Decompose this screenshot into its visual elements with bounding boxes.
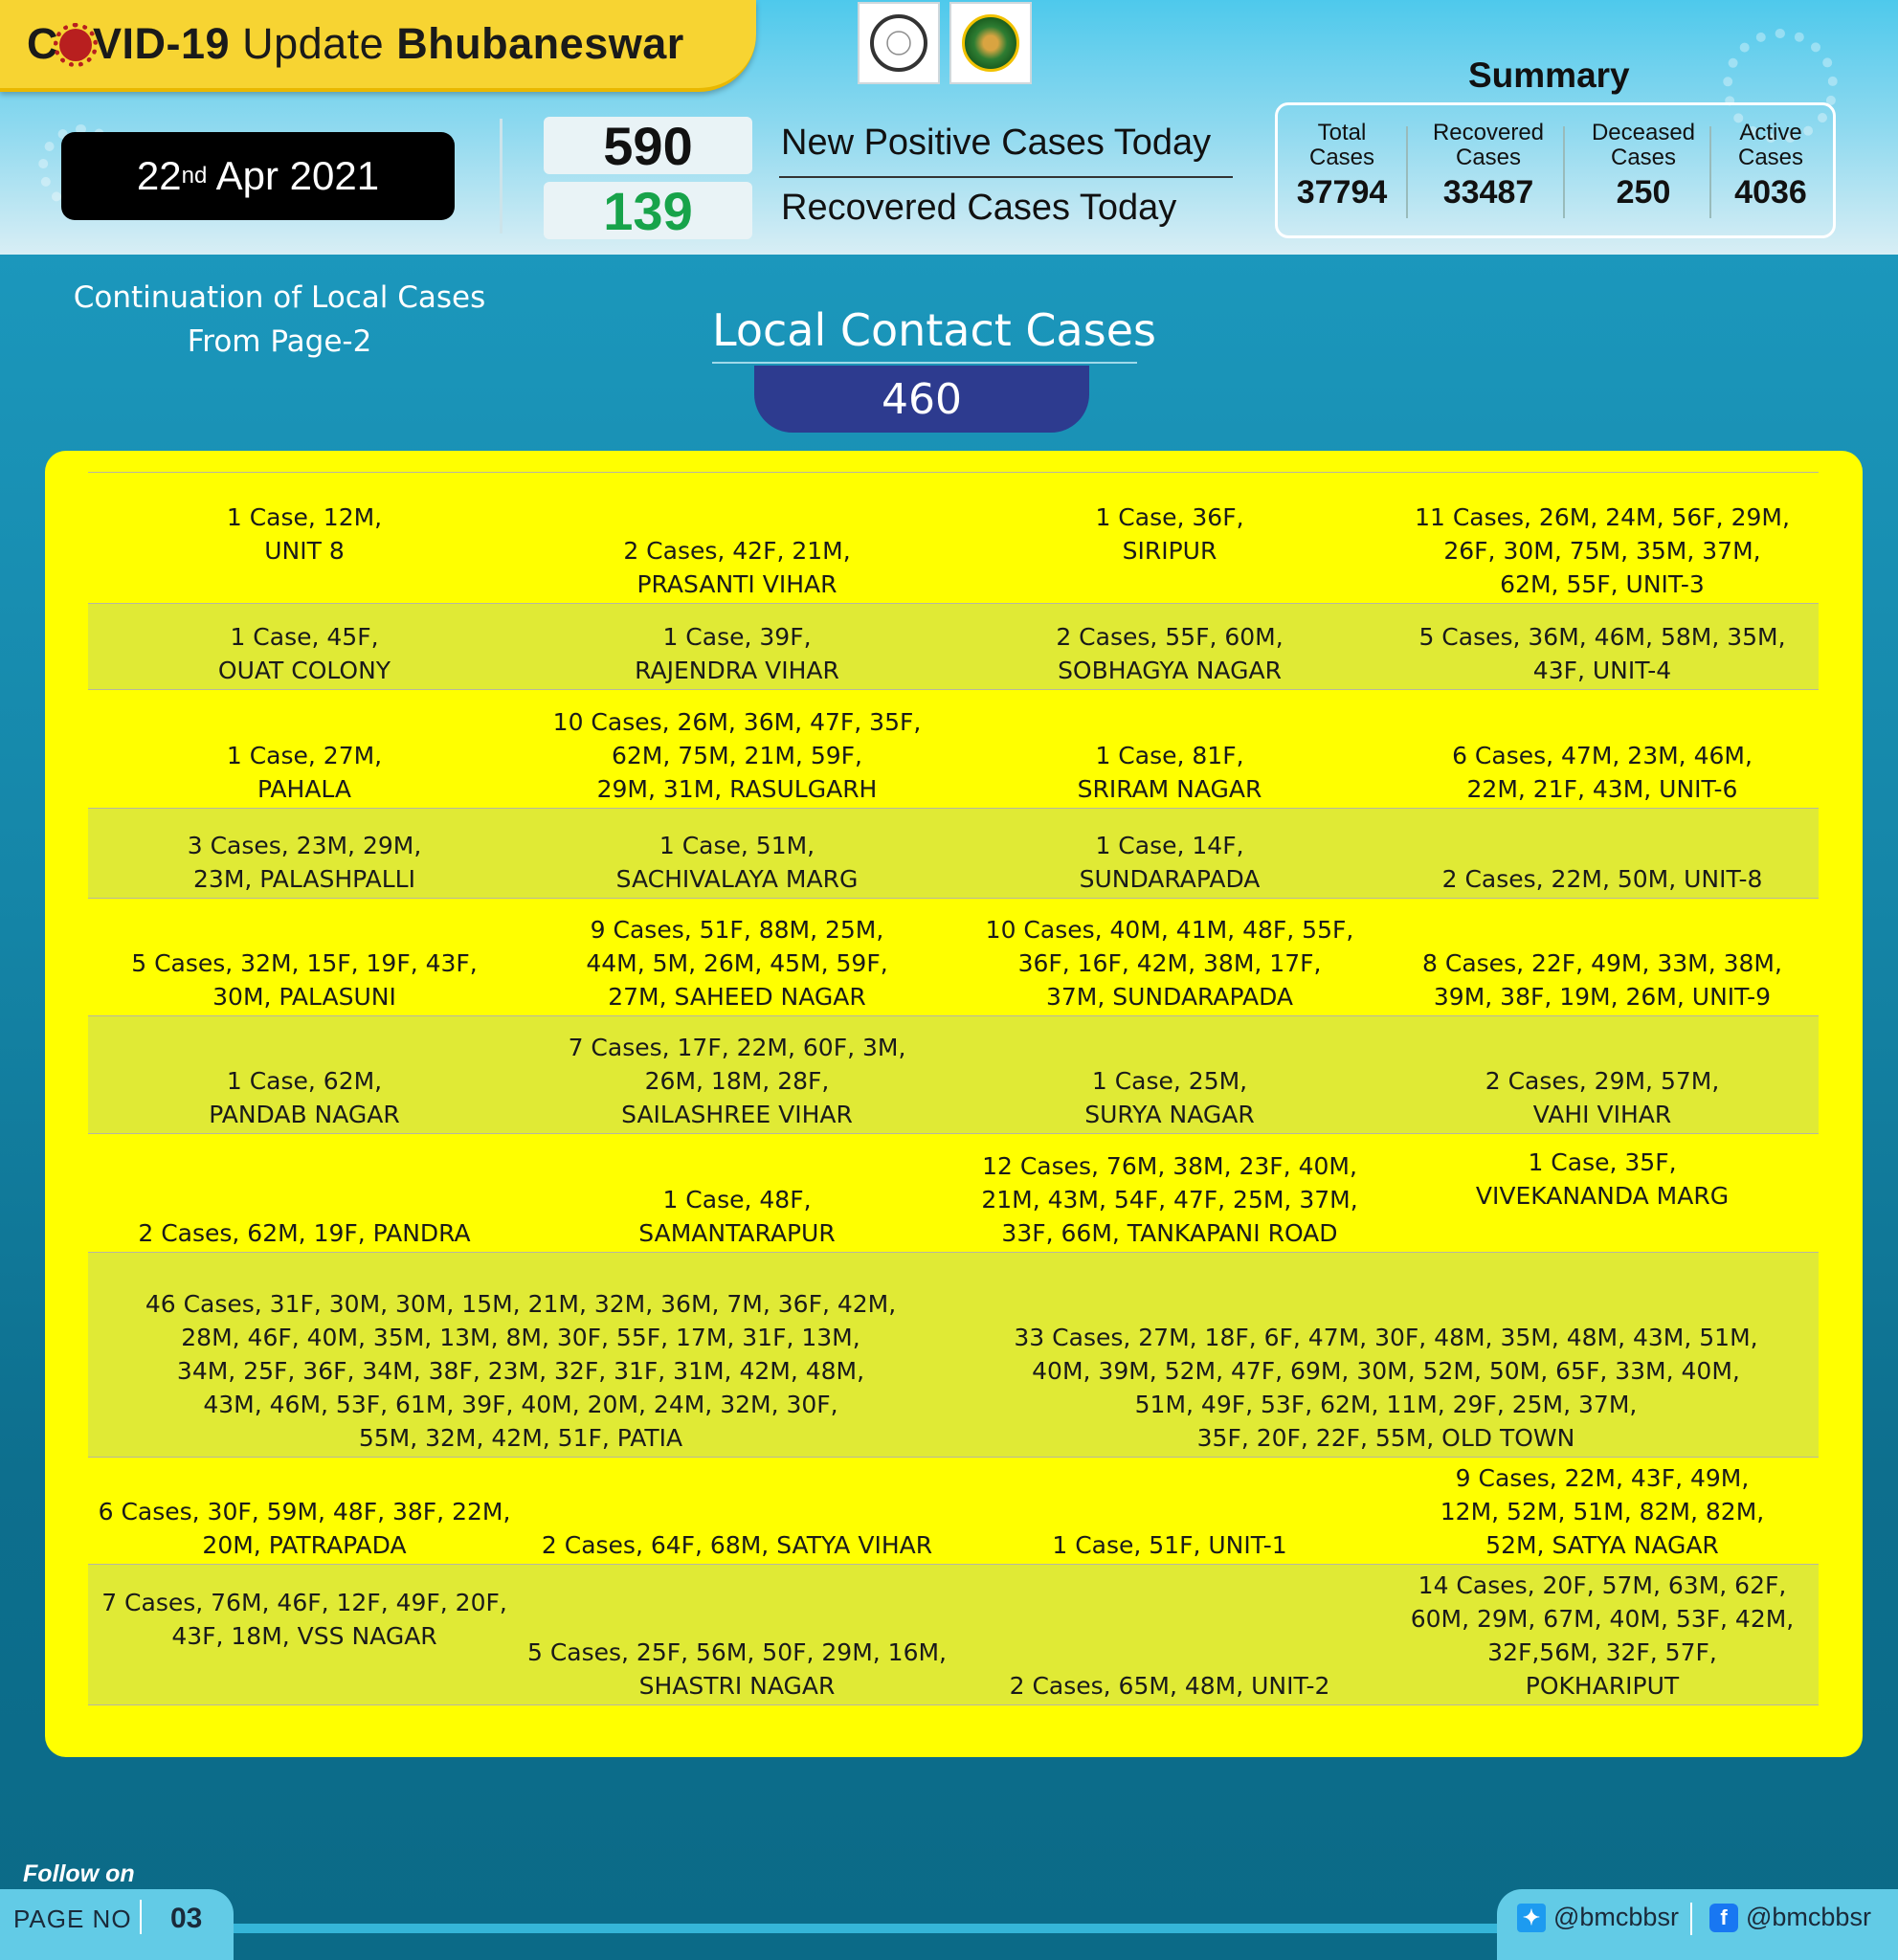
case-cell: 6 Cases, 30F, 59M, 48F, 38F, 22M, 20M, PATRAPADA <box>98 1498 511 1559</box>
table-row <box>88 604 1819 690</box>
case-cell: 1 Case, 48F, SAMANTARAPUR <box>638 1186 836 1247</box>
table-row <box>88 1565 1819 1705</box>
case-cell: 5 Cases, 32M, 15F, 19F, 43F, 30M, PALASUNI <box>131 949 478 1011</box>
label-divider <box>779 176 1233 178</box>
recovered-today-label: Recovered Cases Today <box>781 188 1177 228</box>
section-count-badge: 460 <box>754 366 1089 433</box>
summary-deceased <box>1569 121 1718 212</box>
bmc-logo <box>949 2 1032 84</box>
case-cell: 7 Cases, 76M, 46F, 12F, 49F, 20F, 43F, 18M, VSS NAGAR <box>101 1589 507 1650</box>
case-cell: 1 Case, 81F, SRIRAM NAGAR <box>1077 742 1262 803</box>
case-cell: 11 Cases, 26M, 24M, 56F, 29M, 26F, 30M, 75M, 35M, 37M, 62M, 55F, UNIT-3 <box>1415 503 1790 598</box>
new-positive-label: New Positive Cases Today <box>781 122 1212 163</box>
summary-value: 4036 <box>1734 174 1807 211</box>
summary-value: 37794 <box>1296 174 1388 211</box>
case-cell: 1 Case, 51M, SACHIVALAYA MARG <box>615 832 859 893</box>
facebook-handle: @bmcbbsr <box>1746 1903 1871 1931</box>
case-cell: 1 Case, 12M, UNIT 8 <box>226 503 383 565</box>
odisha-emblem-logo <box>858 2 940 84</box>
table-row <box>88 809 1819 899</box>
case-cell: 6 Cases, 47M, 23M, 46M, 22M, 21F, 43M, UNIT-6 <box>1452 742 1753 803</box>
case-cell: 3 Cases, 23M, 29M, 23M, PALASHPALLI <box>187 832 422 893</box>
case-cell: 12 Cases, 76M, 38M, 23F, 40M, 21M, 43M, 54F, 47F, 25M, 37M, 33F, 66M, TANKAPANI ROAD <box>981 1152 1358 1247</box>
case-cell: 1 Case, 14F, SUNDARAPADA <box>1079 832 1261 893</box>
summary-total <box>1291 121 1393 212</box>
twitter-link[interactable] <box>1517 1903 1679 1932</box>
case-cell: 1 Case, 27M, PAHALA <box>226 742 383 803</box>
new-positive-count: 590 <box>544 117 752 174</box>
page-label: PAGE NO <box>13 1904 132 1933</box>
case-cell: 46 Cases, 31F, 30M, 30M, 15M, 21M, 32M, 36M, 7M, 36F, 42M, 28M, 46F, 40M, 35M, 13M, 8M, 30F, 55F, 17M, 31F, 13M, 34M, 25F, 36F, 34M, 38F, 23M, 32F, 31F, 31M, 42M, 48M, 43M, 46M, 53F, 61M, 39F, 40M, 20M, 24M, 32M, 30F, 55M, 32M, 42M, 51F, PATIA <box>145 1290 897 1452</box>
case-cell: 5 Cases, 36M, 46M, 58M, 35M, 43F, UNIT-4 <box>1418 623 1786 684</box>
table-row <box>88 690 1819 809</box>
case-cell: 1 Case, 45F, OUAT COLONY <box>217 623 391 684</box>
summary-value: 33487 <box>1442 174 1534 211</box>
table-row <box>88 1253 1819 1458</box>
table-row <box>88 1016 1819 1134</box>
summary-box <box>1275 102 1836 238</box>
case-cell: 1 Case, 62M, PANDAB NAGAR <box>209 1067 400 1128</box>
table-row <box>88 899 1819 1016</box>
header-divider <box>500 119 502 234</box>
virus-icon <box>59 29 92 61</box>
case-cell: 1 Case, 36F, SIRIPUR <box>1095 503 1244 565</box>
section-title: Local Contact Cases <box>712 304 1156 356</box>
case-cell: 2 Cases, 65M, 48M, UNIT-2 <box>1009 1672 1330 1700</box>
summary-title: Summary <box>1468 56 1630 95</box>
continuation-note: Continuation of Local Cases From Page-2 <box>73 280 486 359</box>
table-row <box>88 1134 1819 1253</box>
case-cell: 2 Cases, 62M, 19F, PANDRA <box>138 1219 471 1247</box>
section-title-underline <box>712 362 1137 364</box>
case-cell: 33 Cases, 27M, 18F, 6F, 47M, 30F, 48M, 35M, 48M, 43M, 51M, 40M, 39M, 52M, 47F, 69M, 30M, 52M, 50M, 65F, 33M, 40M, 51M, 49F, 53F, 62M, 11M, 29F, 25M, 37M, 35F, 20F, 22F, 55M, OLD TOWN <box>1014 1324 1758 1452</box>
summary-label: Deceased Cases <box>1591 120 1696 170</box>
follow-on-label: Follow on <box>23 1860 135 1887</box>
twitter-handle: @bmcbbsr <box>1553 1903 1679 1931</box>
facebook-icon: f <box>1709 1904 1738 1932</box>
case-cell: 2 Cases, 42F, 21M, PRASANTI VIHAR <box>623 537 851 598</box>
page-number: 03 <box>170 1903 203 1934</box>
table-row <box>88 1458 1819 1565</box>
case-cell: 1 Case, 39F, RAJENDRA VIHAR <box>635 623 839 684</box>
page-title: C VID-19 Update Bhubaneswar <box>27 19 684 68</box>
case-cell: 1 Case, 35F, VIVEKANANDA MARG <box>1475 1148 1730 1210</box>
recovered-today-count: 139 <box>544 182 752 239</box>
summary-label: Total Cases <box>1308 120 1375 170</box>
cases-table <box>88 472 1819 1705</box>
case-cell: 1 Case, 25M, SURYA NAGAR <box>1084 1067 1255 1128</box>
summary-active <box>1714 121 1827 212</box>
case-cell: 9 Cases, 22M, 43F, 49M, 12M, 52M, 51M, 82M, 82M, 52M, SATYA NAGAR <box>1440 1464 1765 1559</box>
case-cell: 8 Cases, 22F, 49M, 33M, 38M, 39M, 38F, 19M, 26M, UNIT-9 <box>1422 949 1782 1011</box>
summary-recovered <box>1414 121 1563 212</box>
case-cell: 9 Cases, 51F, 88M, 25M, 44M, 5M, 26M, 45M, 59F, 27M, SAHEED NAGAR <box>586 916 888 1011</box>
case-cell: 2 Cases, 55F, 60M, SOBHAGYA NAGAR <box>1056 623 1284 684</box>
table-row <box>88 473 1819 604</box>
case-cell: 5 Cases, 25F, 56M, 50F, 29M, 16M, SHASTRI NAGAR <box>526 1638 947 1700</box>
summary-label: Recovered Cases <box>1432 120 1545 170</box>
date-badge: 22 nd Apr 2021 <box>61 132 455 220</box>
case-cell: 2 Cases, 64F, 68M, SATYA VIHAR <box>541 1531 933 1559</box>
case-cell: 7 Cases, 17F, 22M, 60F, 3M, 26M, 18M, 28F, SAILASHREE VIHAR <box>568 1034 906 1128</box>
case-cell: 14 Cases, 20F, 57M, 63M, 62F, 60M, 29M, 67M, 40M, 53F, 42M, 32F,56M, 32F, 57F, POKHARIPUT <box>1410 1571 1795 1700</box>
case-cell: 10 Cases, 40M, 41M, 48F, 55F, 36F, 16F, 42M, 38M, 17F, 37M, SUNDARAPADA <box>985 916 1354 1011</box>
case-cell: 10 Cases, 26M, 36M, 47F, 35F, 62M, 75M, 21M, 59F, 29M, 31M, RASULGARH <box>552 708 922 803</box>
case-cell: 1 Case, 51F, UNIT-1 <box>1052 1531 1287 1559</box>
facebook-link[interactable] <box>1709 1903 1871 1932</box>
case-cell: 2 Cases, 29M, 57M, VAHI VIHAR <box>1485 1067 1720 1128</box>
summary-label: Active Cases <box>1737 120 1804 170</box>
title-banner <box>0 0 756 92</box>
summary-value: 250 <box>1616 174 1671 211</box>
case-cell: 2 Cases, 22M, 50M, UNIT-8 <box>1441 865 1763 893</box>
twitter-icon: ✦ <box>1517 1904 1546 1932</box>
